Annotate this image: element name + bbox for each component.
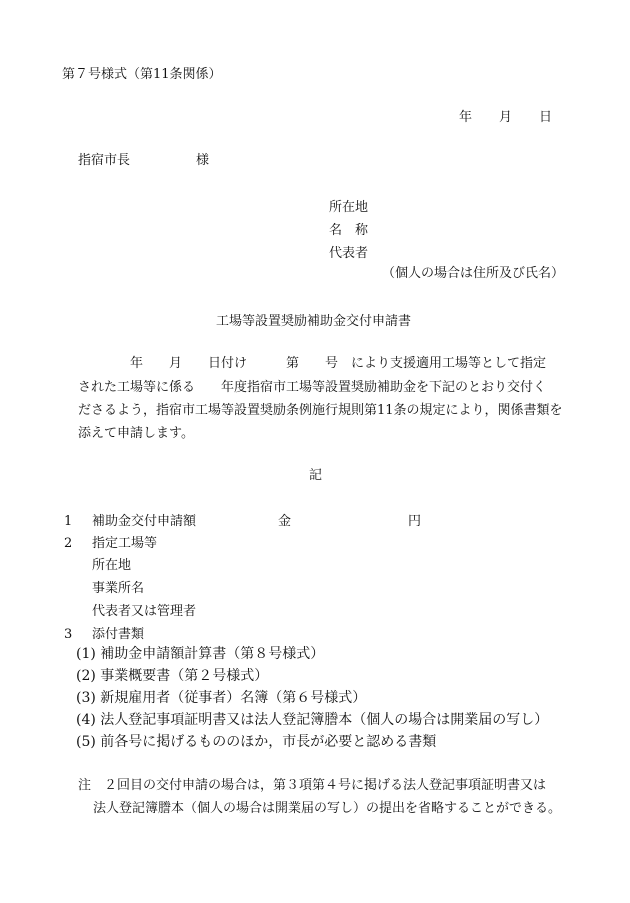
body-line-3: ださるよう，指宿市工場等設置奨励条例施行規則第11条の規定により，関係書類を: [78, 403, 563, 418]
body-line-4: 添えて申請します。: [78, 426, 194, 441]
item3-number: 3: [64, 627, 73, 642]
item1-en: 円: [408, 514, 422, 529]
item2-representative-label: 代表者又は管理者: [92, 604, 197, 619]
note-line-2: 法人登記簿謄本（個人の場合は開業届の写し）の提出を省略することができる。: [93, 801, 562, 816]
attachment-item: (1) 補助金申請額計算書（第８号様式）: [76, 646, 325, 662]
recipient: [78, 152, 209, 170]
date-line: [459, 109, 552, 127]
body-line-2: された工場等に係る 年度指宿市工場等設置奨励補助金を下記のとおり交付く: [78, 380, 547, 395]
item1-number: 1: [64, 514, 73, 529]
item2-number: 2: [64, 536, 73, 551]
attachment-item: (2) 事業概要書（第２号様式）: [76, 668, 269, 684]
attachment-item: (3) 新規雇用者（従事者）名簿（第６号様式）: [76, 690, 367, 706]
date-month: 月: [499, 110, 513, 125]
applicant-representative-label: 代表者: [329, 246, 369, 261]
attachment-item: (5) 前各号に掲げるもののほか，市長が必要と認める書類: [76, 734, 437, 750]
date-day: 日: [539, 110, 553, 125]
item3-label: 添付書類: [92, 627, 145, 642]
date-year: 年: [459, 110, 473, 125]
item2-label: 指定工場等: [92, 536, 158, 551]
item2-office-label: 事業所名: [92, 581, 145, 596]
document-title: 工場等設置奨励補助金交付申請書: [216, 314, 412, 329]
form-number: 第７号様式（第11条関係）: [62, 67, 222, 82]
attachment-item: (4) 法人登記事項証明書又は法人登記簿謄本（個人の場合は開業届の写し）: [76, 712, 549, 728]
applicant-note: （個人の場合は住所及び氏名）: [382, 266, 565, 281]
applicant-name-label: 名 称: [329, 223, 369, 238]
note-line-1: 注 ２回目の交付申請の場合は，第３項第４号に掲げる法人登記事項証明書又は: [78, 778, 547, 793]
item1-kin: 金: [278, 514, 292, 529]
recipient-name: 指宿市長: [78, 153, 131, 168]
ki-heading: 記: [309, 468, 323, 483]
applicant-address-label: 所在地: [329, 200, 369, 215]
item2-address-label: 所在地: [92, 558, 132, 573]
item1-label: 補助金交付申請額: [92, 514, 197, 529]
body-line-1: 年 月 日付け 第 号 により支援適用工場等として指定: [78, 356, 547, 371]
recipient-honorific: 様: [196, 153, 210, 168]
